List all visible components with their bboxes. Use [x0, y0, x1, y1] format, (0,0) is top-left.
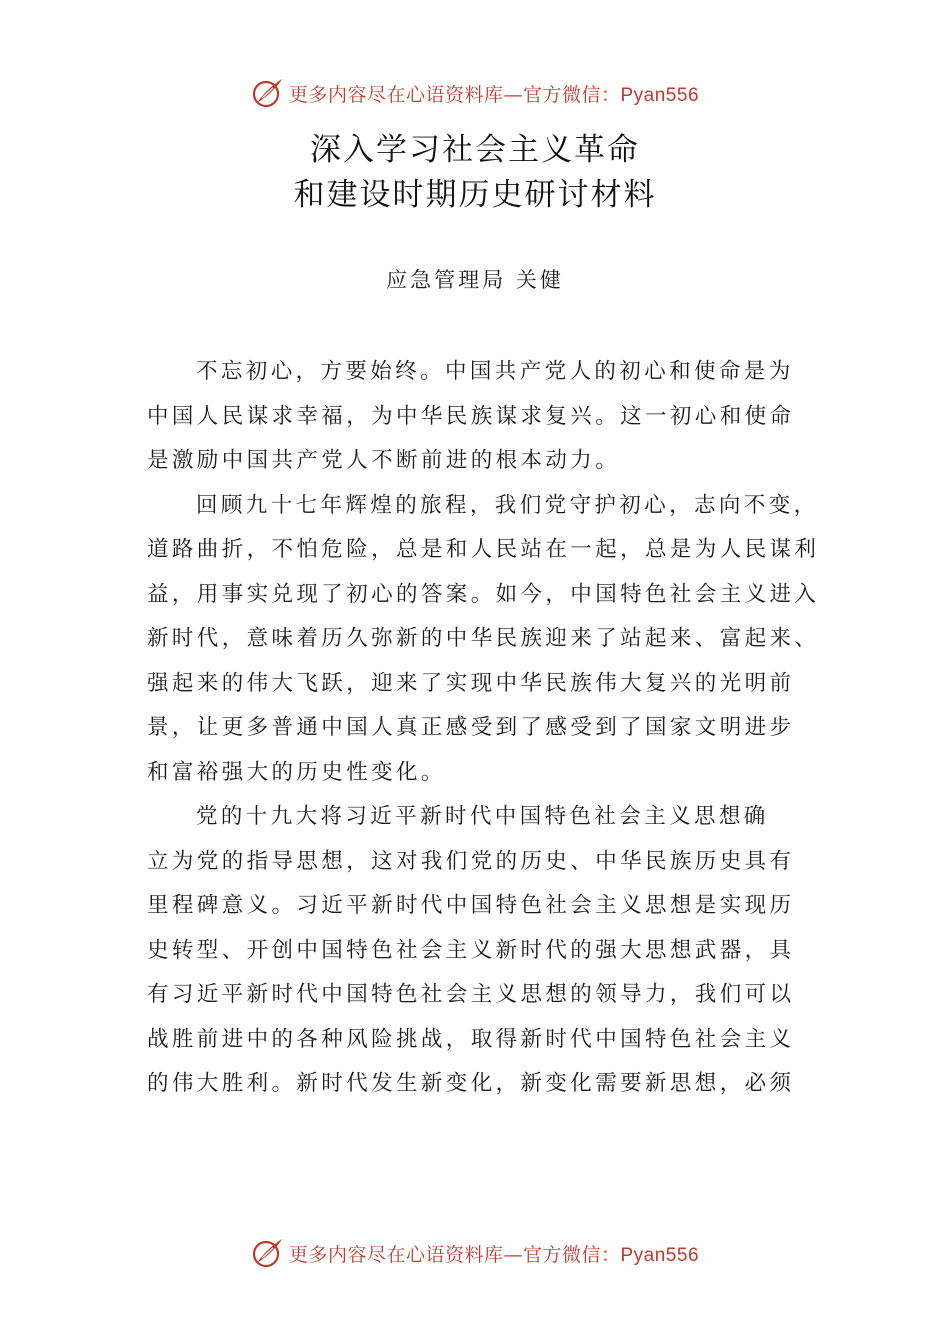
body-text-line: 立为党的指导思想，这对我们党的历史、中华民族历史具有: [147, 848, 795, 874]
banner-wechat-id: Pyan556: [620, 1244, 700, 1266]
banner-text: [289, 1240, 699, 1267]
banner-label: 更多内容尽在心语资料库—官方微信：: [288, 1243, 621, 1266]
footer-watermark-banner: [0, 1233, 950, 1273]
body-text-line: 益，用事实兑现了初心的答案。如今，中国特色社会主义进入: [147, 581, 820, 607]
body-text-line: 中国人民谋求幸福，为中华民族谋求复兴。这一初心和使命: [147, 403, 795, 429]
document-author: 应急管理局 关健: [386, 268, 564, 292]
banner-label: 更多内容尽在心语资料库—官方微信：: [288, 83, 621, 106]
body-text-line: 里程碑意义。习近平新时代中国特色社会主义思想是实现历: [147, 893, 795, 918]
banner-wechat-id: Pyan556: [620, 84, 700, 106]
red-quill-seal-icon: [251, 1236, 285, 1270]
body-text-line: 党的十九大将习近平新时代中国特色社会主义思想确: [196, 804, 769, 829]
red-quill-seal-icon: [251, 76, 285, 110]
body-text-line: 战胜前进中的各种风险挑战，取得新时代中国特色社会主义: [147, 1026, 795, 1052]
body-text-line: 和富裕强大的历史性变化。: [147, 759, 446, 785]
body-text-line: 景，让更多普通中国人真正感受到了感受到了国家文明进步: [147, 715, 795, 740]
document-body: [147, 350, 827, 1107]
body-text-line: 史转型、开创中国特色社会主义新时代的强大思想武器，具: [147, 937, 795, 963]
document-title-line-2: 和建设时期历史研讨材料: [293, 177, 657, 213]
banner-text: [289, 80, 699, 107]
body-text-line: 新时代，意味着历久弥新的中华民族迎来了站起来、富起来、: [147, 626, 820, 651]
body-text-line: 回顾九十七年辉煌的旅程，我们党守护初心，志向不变，: [196, 492, 819, 518]
body-text-line: 强起来的伟大飞跃，迎来了实现中华民族伟大复兴的光明前: [147, 670, 795, 696]
body-text-line: 不忘初心，方要始终。中国共产党人的初心和使命是为: [196, 359, 794, 384]
body-text-line: 道路曲折，不怕危险，总是和人民站在一起，总是为人民谋利: [147, 537, 820, 562]
document-title-line-1: 深入学习社会主义革命: [310, 132, 640, 168]
body-text-line: 是激励中国共产党人不断前进的根本动力。: [147, 448, 621, 473]
body-text-line: 有习近平新时代中国特色社会主义思想的领导力，我们可以: [147, 982, 795, 1007]
header-watermark-banner: [0, 73, 950, 113]
body-text-line: 的伟大胜利。新时代发生新变化，新变化需要新思想，必须: [147, 1071, 795, 1096]
